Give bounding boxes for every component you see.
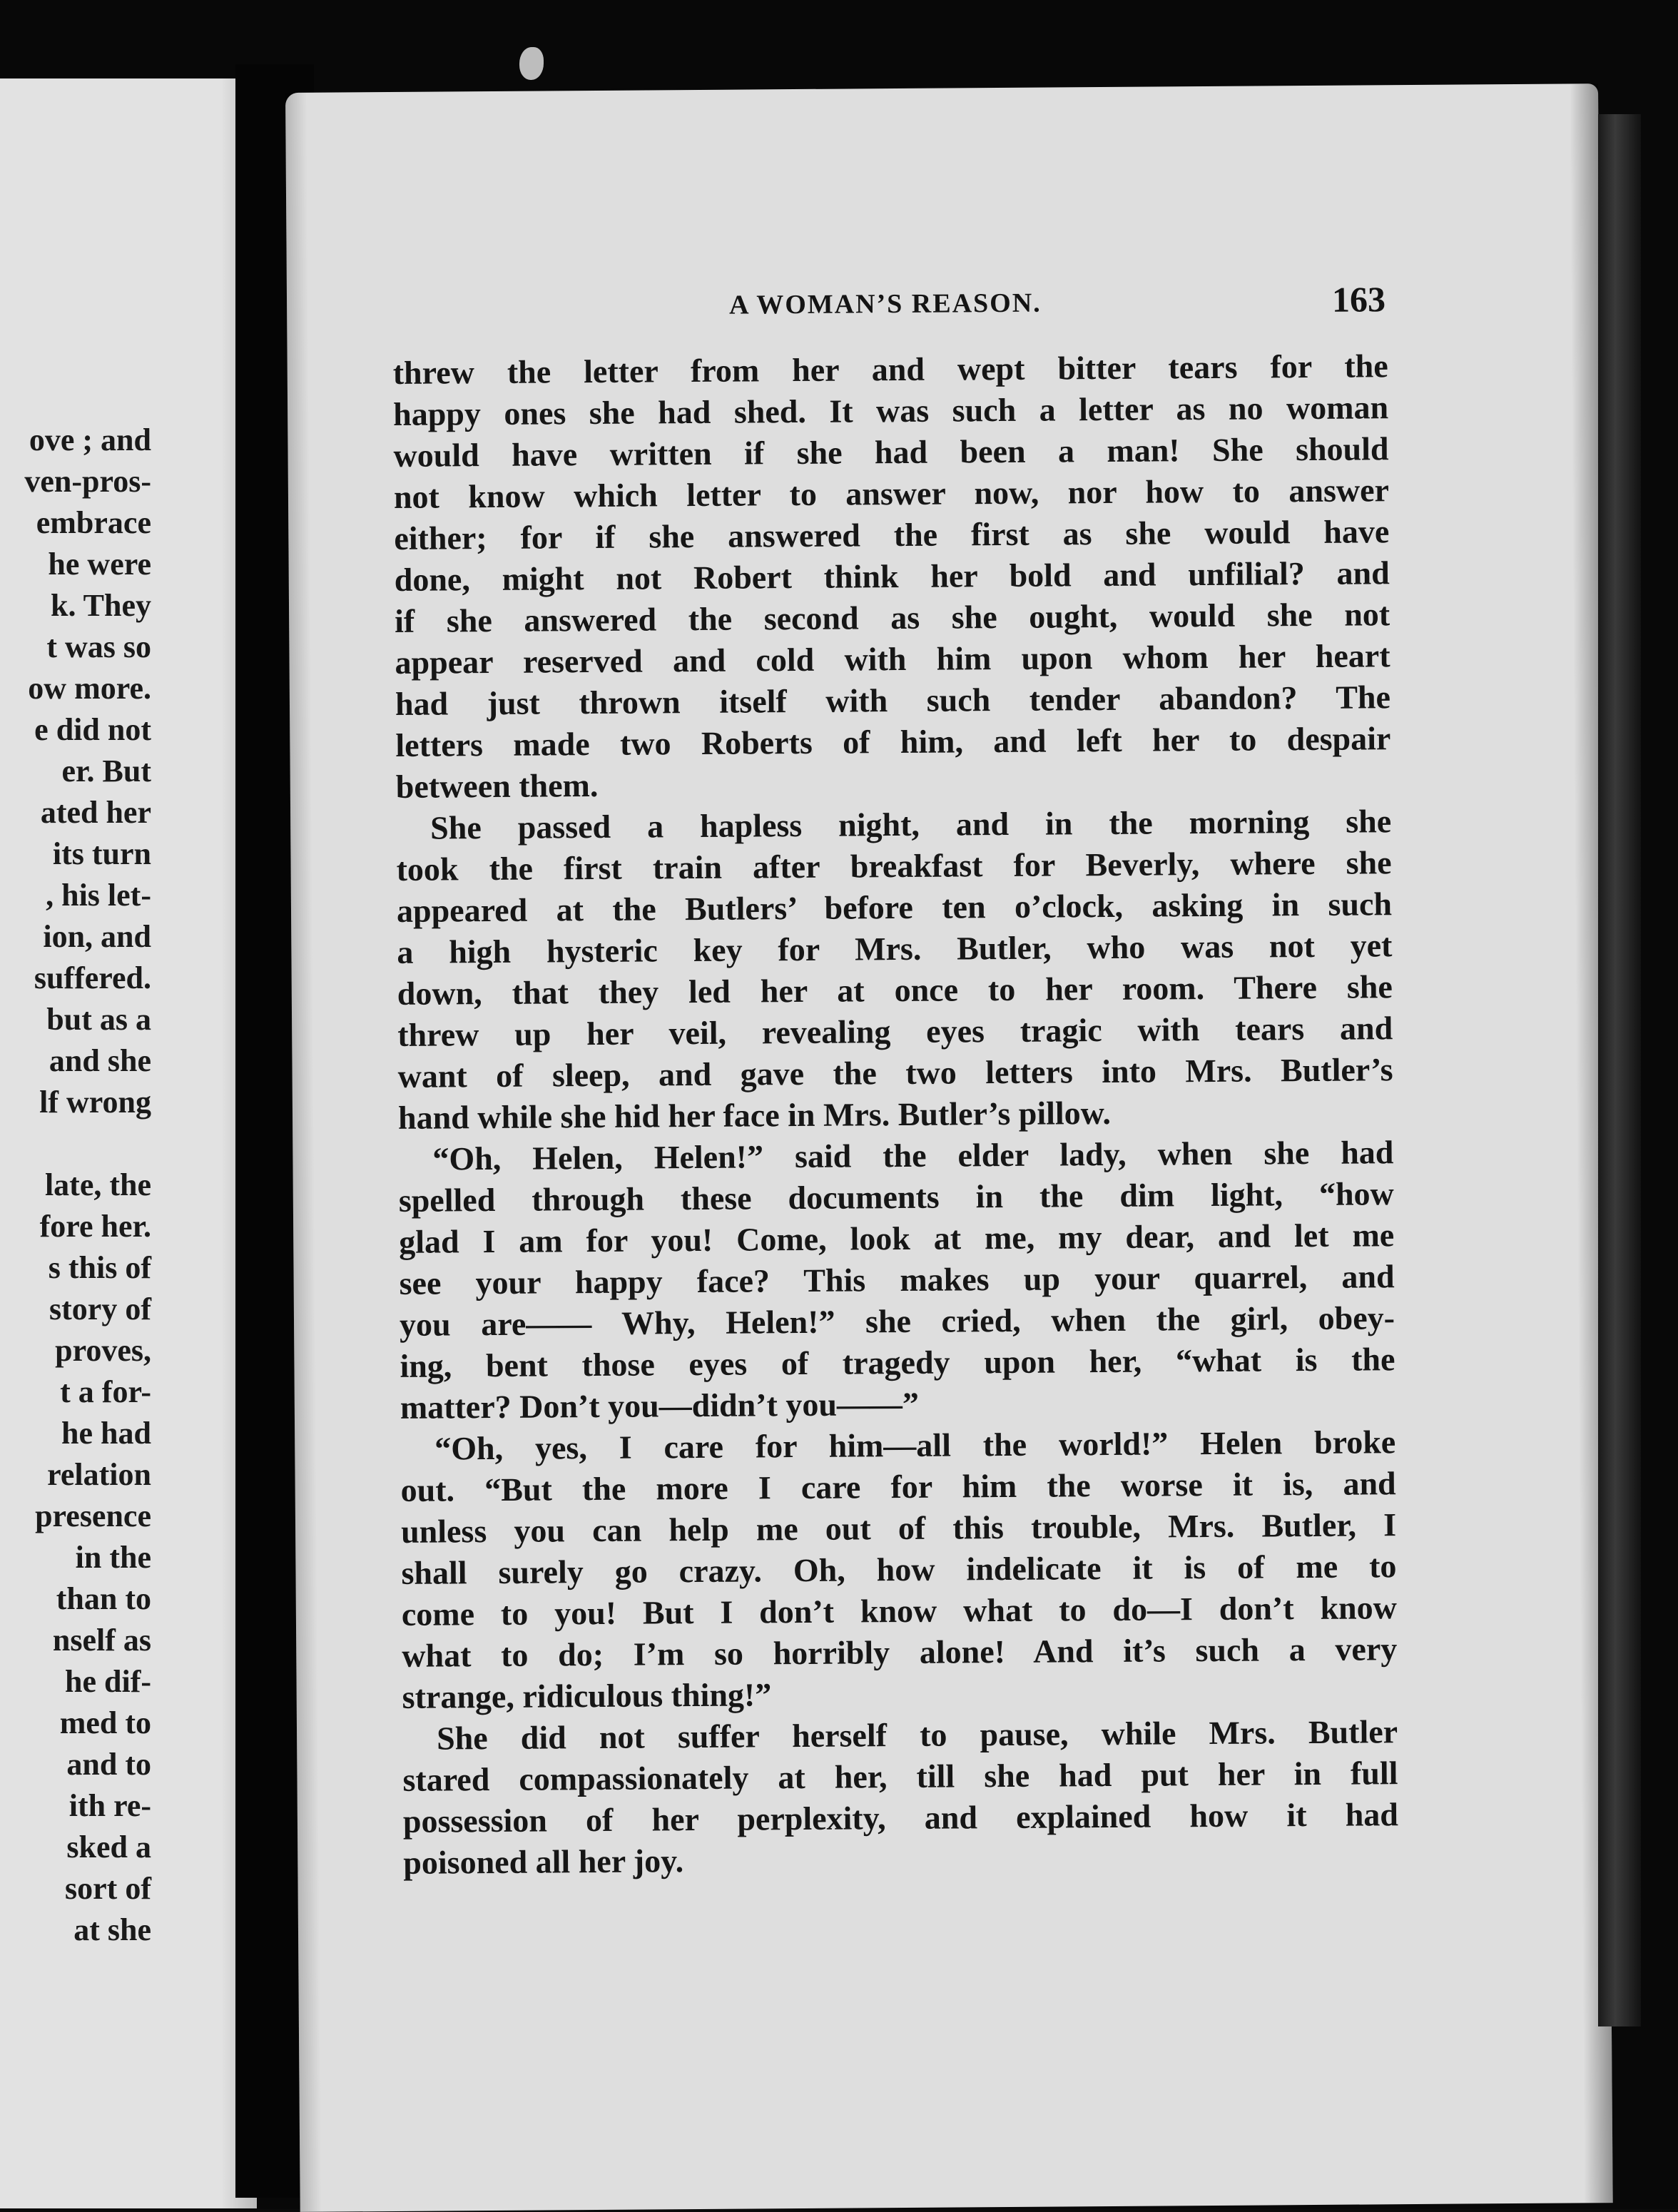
text-line: would have written if she had been a man! She should — [393, 430, 1389, 474]
left-line: its turn — [52, 836, 151, 871]
left-line: ove ; and — [29, 422, 151, 457]
left-line: he were — [48, 547, 151, 582]
text-line: out. “But the more I care for him the worse it is, and — [400, 1465, 1396, 1508]
left-line: ven-pros- — [24, 464, 151, 499]
text-line: glad I am for you! Come, look at me, my dear, and let me — [399, 1217, 1395, 1260]
text-line: down, that they led her at once to her room. There she — [397, 968, 1393, 1012]
left-line: in the — [75, 1540, 151, 1575]
dust-speck — [519, 47, 544, 80]
running-head-title: A WOMAN’S REASON. — [728, 288, 1042, 320]
left-line: er. But — [61, 754, 151, 788]
left-line: presence — [35, 1498, 151, 1533]
text-line: either; for if she answered the first as she would have — [394, 513, 1390, 557]
left-line: and she — [49, 1043, 151, 1078]
left-line: , his let- — [46, 878, 151, 913]
text-line: see your happy face? This makes up your quarrel, and — [399, 1258, 1395, 1302]
text-line: between them. — [395, 766, 599, 805]
text-line: happy ones she had shed. It was such a letter as no woman — [392, 389, 1389, 432]
left-line: fore her. — [39, 1209, 151, 1244]
left-line — [0, 1123, 151, 1165]
left-line: ion, and — [43, 919, 151, 954]
page-number: 163 — [1331, 279, 1386, 320]
text-line: threw up her veil, revealing eyes tragic with tears and — [397, 1010, 1393, 1053]
text-line: had just thrown itself with such tender abandon? The — [395, 679, 1391, 722]
left-line: and to — [66, 1747, 151, 1782]
left-page-text-fragments — [0, 420, 151, 1951]
left-line: at she — [73, 1912, 151, 1947]
text-line: matter? Don’t you—didn’t you——” — [400, 1385, 920, 1426]
text-line: want of sleep, and gave the two letters into Mrs. Butler’s — [397, 1051, 1393, 1095]
left-line: s this of — [48, 1250, 151, 1285]
body-text — [393, 345, 1399, 1884]
text-line: not know which letter to answer now, nor how to answer — [393, 472, 1390, 515]
text-line: spelled through these documents in the dim light, “how — [398, 1175, 1394, 1219]
left-line: he dif- — [65, 1664, 151, 1699]
left-line: med to — [59, 1705, 151, 1740]
left-line: ated her — [40, 795, 151, 830]
text-line: She passed a hapless night, and in the morning she — [430, 803, 1392, 846]
text-line: stared compassionately at her, till she had put her in full — [402, 1755, 1398, 1798]
left-line: t was so — [46, 629, 151, 664]
text-line: come to you! But I don’t know what to do—I don’t know — [401, 1589, 1398, 1633]
text-line: you are—— Why, Helen!” she cried, when the girl, obey- — [399, 1299, 1395, 1343]
text-line: hand while she hid her face in Mrs. Butler’s pillow. — [397, 1094, 1112, 1136]
text-line: took the first train after breakfast for Beverly, where she — [396, 844, 1392, 888]
left-line: than to — [56, 1581, 151, 1616]
right-page — [285, 83, 1613, 2212]
text-line: a high hysteric key for Mrs. Butler, who was not yet — [397, 927, 1393, 970]
left-line: sked a — [66, 1830, 151, 1865]
text-line: possession of her perplexity, and explained how it had — [402, 1796, 1399, 1840]
left-facing-page — [0, 78, 257, 2208]
left-line: e did not — [34, 712, 151, 747]
text-line: strange, ridiculous thing!” — [402, 1676, 772, 1715]
left-line: but as a — [46, 1002, 151, 1037]
left-line: relation — [47, 1457, 151, 1492]
left-line: proves, — [55, 1333, 151, 1368]
text-line: letters made two Roberts of him, and left her to despair — [395, 720, 1391, 763]
left-line: t a for- — [60, 1374, 151, 1409]
text-line: ing, bent those eyes of tragedy upon her, “what is the — [400, 1341, 1395, 1384]
text-line: “Oh, Helen, Helen!” said the elder lady, when she had — [432, 1134, 1394, 1177]
text-line: poisoned all her joy. — [403, 1842, 684, 1881]
left-line: lf wrong — [39, 1085, 151, 1120]
text-line: appear reserved and cold with him upon whom her heart — [395, 637, 1390, 681]
text-line: if she answered the second as she ought, would she not — [394, 596, 1390, 639]
text-line: unless you can help me out of this trouble, Mrs. Butler, I — [400, 1506, 1397, 1550]
text-line: shall surely go crazy. Oh, how indelicate it is of me to — [401, 1548, 1397, 1591]
running-head — [287, 278, 1600, 330]
text-line: what to do; I’m so horribly alone! And it’s such a very — [402, 1630, 1398, 1674]
left-line: he had — [61, 1416, 151, 1451]
text-line: She did not suffer herself to pause, while Mrs. Butler — [436, 1713, 1398, 1757]
book-fore-edge — [1598, 114, 1641, 2026]
left-line: sort of — [65, 1871, 151, 1906]
left-line: suffered. — [34, 960, 151, 995]
left-line: ow more. — [28, 671, 151, 706]
left-line: ith re- — [68, 1788, 151, 1823]
left-line: late, the — [44, 1167, 151, 1202]
left-line: k. They — [50, 588, 151, 623]
text-line: done, might not Robert think her bold and unfilial? and — [394, 554, 1390, 598]
left-line: nself as — [52, 1623, 151, 1658]
left-line: story of — [49, 1292, 151, 1326]
text-line: threw the letter from her and wept bitter tears for the — [392, 347, 1388, 391]
text-line: “Oh, yes, I care for him—all the world!” Helen broke — [434, 1424, 1396, 1467]
left-line: embrace — [36, 505, 151, 540]
text-line: appeared at the Butlers’ before ten o’clock, asking in such — [396, 886, 1393, 929]
